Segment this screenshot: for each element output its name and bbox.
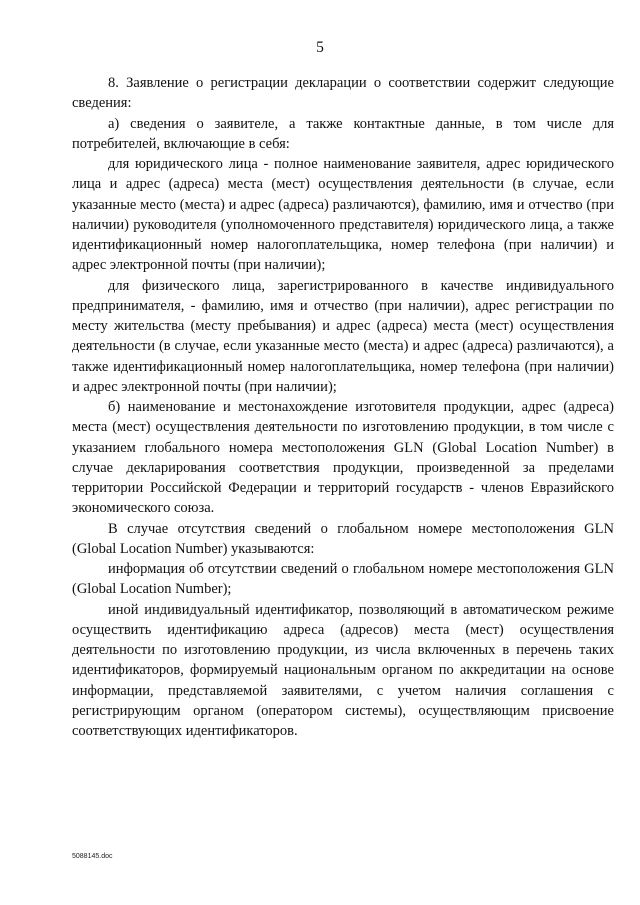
paragraph-legal-entity: для юридического лица - полное наименование заявителя, адрес юридического лица и адрес (адреса) места (мест) осуществления деятельности (в случае, если указанные место (места) и адрес (адреса) различаются), фамилию, имя и отчество (при наличии) руководителя (уполномоченного представителя) юридического лица, а также идентификационный номер налогоплательщика, номер телефона (при наличии) и адрес электронной почты (при наличии); <box>72 156 614 274</box>
paragraph-individual-entrepreneur: для физического лица, зарегистрированного в качестве индивидуального предпринимателя, - фамилию, имя и отчество (при наличии), адрес регистрации по месту жительства (месту пребывания) и адрес (адреса) места (мест) осуществления деятельности (в случае, если указанные место (места) и адрес (адреса) различаются), а также идентификационный номер налогоплательщика, номер телефона (при наличии) и адрес электронной почты (при наличии); <box>72 277 614 395</box>
footer-document-code: 5088145.doc <box>72 853 113 860</box>
paragraph-a: а) сведения о заявителе, а также контактные данные, в том числе для потребителей, включающие в себя: <box>72 115 614 152</box>
paragraph-other-identifier: иной индивидуальный идентификатор, позволяющий в автоматическом режиме осуществить идентификацию адреса (адресов) места (мест) осуществления деятельности по изготовлению продукции, из числа включенных в перечень таких идентификаторов, формируемый национальным органом по аккредитации на основе информации, представляемой заявителями, с учетом наличия соглашения с регистрирующим органом (оператором системы), осуществляющим присвоение соответствующих идентификаторов. <box>72 601 614 739</box>
paragraph-gln-absent: В случае отсутствия сведений о глобальном номере местоположения GLN (Global Location Number) указываются: <box>72 520 614 557</box>
page-number: 5 <box>316 39 324 56</box>
document-body <box>72 73 614 741</box>
paragraph-8-intro: 8. Заявление о регистрации декларации о соответствии содержит следующие сведения: <box>72 75 614 112</box>
paragraph-gln-info: информация об отсутствии сведений о глобальном номере местоположения GLN (Global Location Number); <box>72 561 614 598</box>
paragraph-b: б) наименование и местонахождение изготовителя продукции, адрес (адреса) места (мест) осуществления деятельности по изготовлению продукции, в том числе с указанием глобального номера местоположения GLN (Global Location Number) в случае декларирования соответствия продукции, произведенной за пределами территории Российской Федерации и территорий государств - членов Евразийского экономического союза. <box>72 399 614 517</box>
